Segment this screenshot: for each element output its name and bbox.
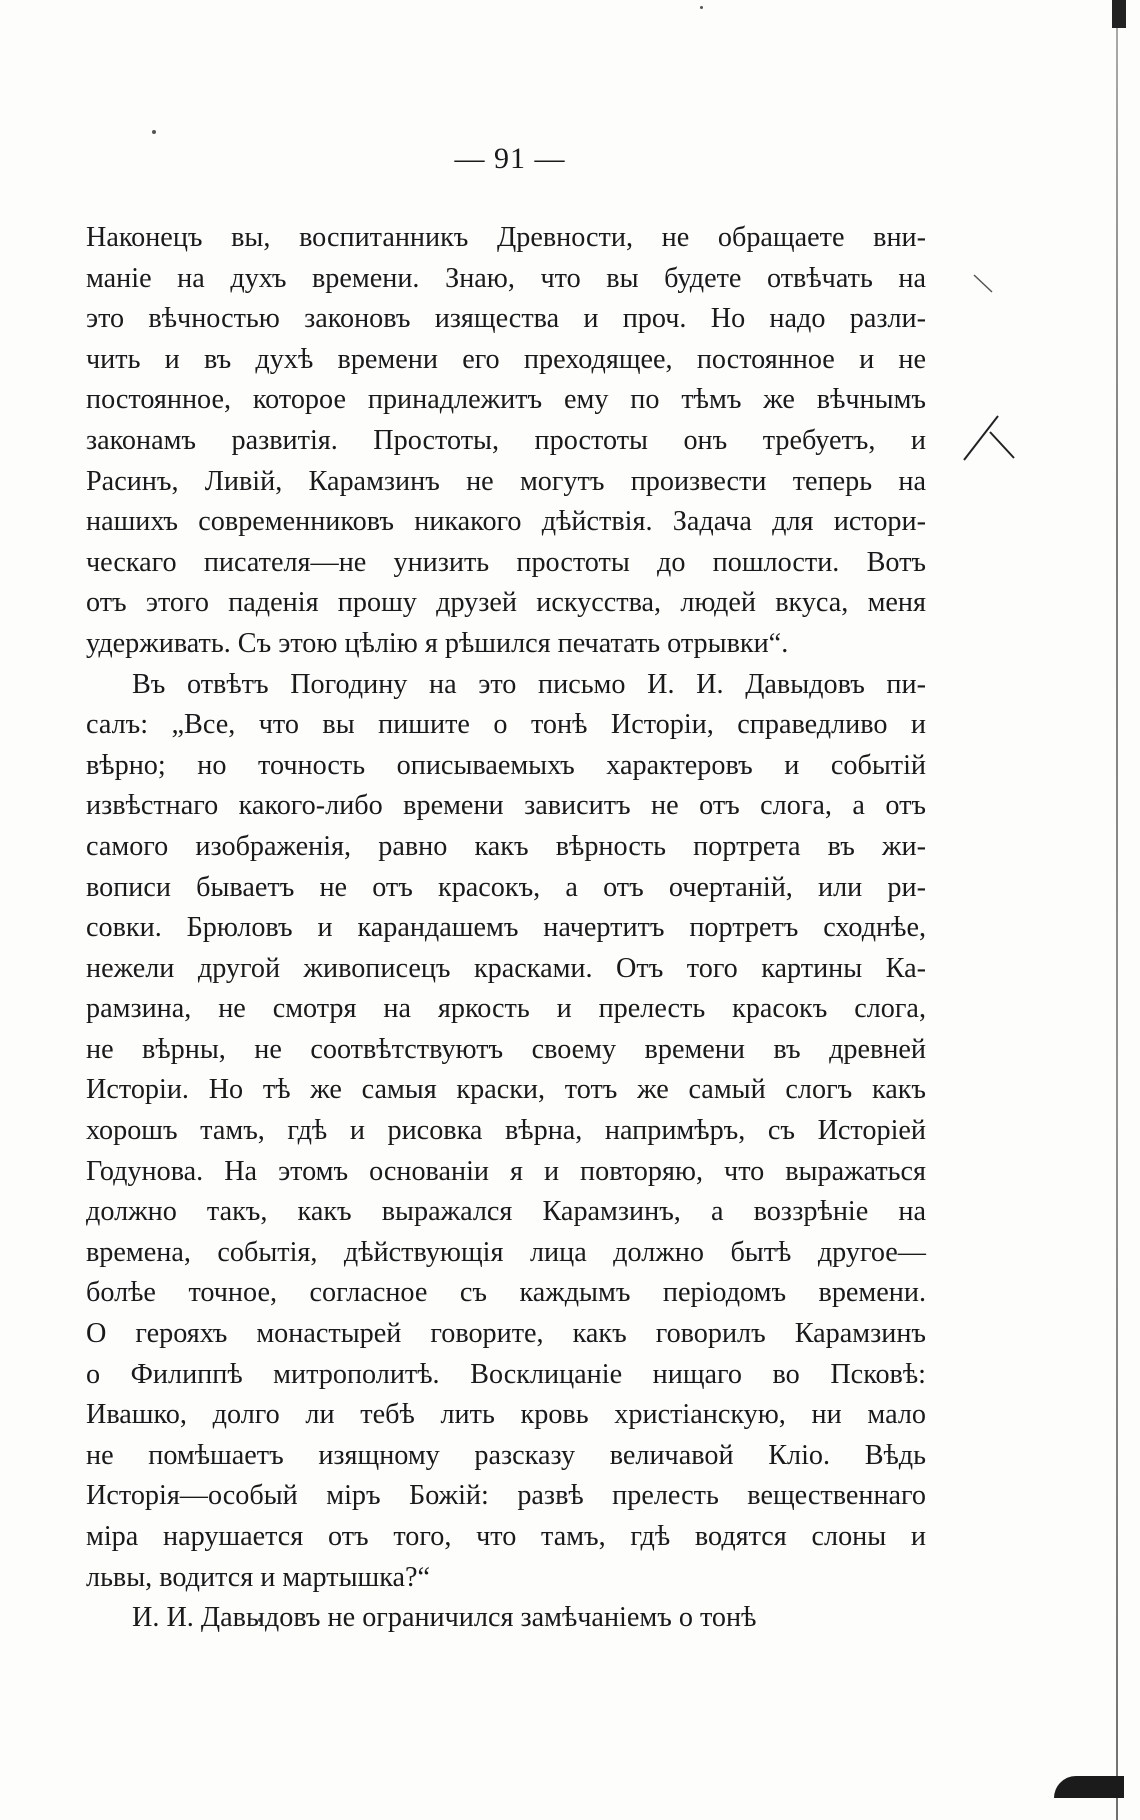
text-line: львы, водится и мартышка?“ (86, 1561, 431, 1593)
scan-speck (700, 6, 703, 9)
text-line: это вѣчностью законовъ изящества и проч. Но надо разли- (86, 303, 926, 335)
text-line: Въ отвѣтъ Погодину на это письмо И. И. Давыдовъ пи- (132, 668, 926, 700)
text-line: не помѣшаетъ изящному разсказу величавой Кліо. Вѣдь (86, 1439, 926, 1471)
text-line: извѣстнаго какого-либо времени зависитъ не отъ слога, а отъ (86, 790, 926, 822)
page-number: — 91 — (454, 142, 566, 175)
body-text (86, 218, 926, 1639)
pencil-tick-mark (972, 272, 996, 296)
text-line: Ивашко, долго ли тебѣ лить кровь христіанскую, ни мало (86, 1399, 926, 1431)
text-line: міра нарушается отъ того, что тамъ, гдѣ водятся слоны и (86, 1521, 926, 1552)
text-line: Исторія—особый міръ Божій: развѣ прелесть вещественнаго (86, 1480, 926, 1512)
text-line: маніе на духъ времени. Знаю, что вы будете отвѣчать на (86, 262, 926, 294)
text-line: нашихъ современниковъ никакого дѣйствія. Задача для истори- (86, 506, 926, 538)
scan-edge-mark-bottom (1054, 1776, 1124, 1798)
text-line: о Филиппѣ митрополитѣ. Восклицаніе нищаго во Псковѣ: (86, 1358, 926, 1390)
text-line: нежели другой живописецъ красками. Отъ того картины Ка- (86, 952, 926, 984)
text-line: вописи бываетъ не отъ красокъ, а отъ очертаній, или ри- (86, 871, 926, 903)
text-line: времена, событія, дѣйствующія лица должно бытѣ другое— (86, 1236, 926, 1268)
pencil-cross-mark (960, 410, 1016, 466)
text-line: Годунова. На этомъ основаніи я и повторяю, что выражаться (86, 1155, 926, 1187)
text-line: чить и въ духѣ времени его преходящее, постоянное и не (86, 343, 926, 375)
text-line: постоянное, которое принадлежитъ ему по тѣмъ же вѣчнымъ (86, 384, 926, 416)
scan-edge-line (1116, 0, 1118, 1820)
scan-edge-mark-top (1112, 0, 1126, 28)
text-line: О герояхъ монастырей говорите, какъ говорилъ Карамзинъ (86, 1318, 926, 1350)
text-line: не вѣрны, не соотвѣтствуютъ своему времени въ древней (86, 1033, 926, 1065)
text-line: Расинъ, Ливій, Карамзинъ не могутъ произвести теперь на (86, 465, 926, 497)
text-line: самого изображенія, равно какъ вѣрность портрета въ жи- (86, 830, 926, 862)
text-line: Исторіи. Но тѣ же самыя краски, тотъ же самый слогъ какъ (86, 1074, 926, 1106)
text-line: отъ этого паденія прошу друзей искусства, людей вкуса, меня (86, 587, 926, 619)
text-line: совки. Брюловъ и карандашемъ начертитъ портретъ сходнѣе, (86, 912, 926, 944)
text-line: законамъ развитія. Простоты, простоты онъ требуетъ, и (86, 424, 926, 456)
scan-speck (152, 130, 156, 134)
text-line: Наконецъ вы, воспитанникъ Древности, не обращаете вни- (86, 222, 926, 253)
text-line: хорошъ тамъ, гдѣ и рисовка вѣрна, напримѣръ, съ Исторіей (86, 1115, 926, 1147)
text-line: рамзина, не смотря на яркость и прелесть красокъ слога, (86, 993, 926, 1025)
text-line: вѣрно; но точность описываемыхъ характеровъ и событій (86, 749, 926, 781)
text-line: И. И. Давыдовъ не ограничился замѣчаніемъ о тонѣ (132, 1602, 757, 1634)
text-line: ческаго писателя—не унизить простоты до пошлости. Вотъ (86, 546, 926, 578)
text-line: удерживать. Съ этою цѣлію я рѣшился печатать отрывки“. (86, 627, 789, 659)
text-line: болѣе точное, согласное съ каждымъ періодомъ времени. (86, 1277, 926, 1309)
text-line: должно такъ, какъ выражался Карамзинъ, а воззрѣніе на (86, 1196, 926, 1228)
text-line: салъ: „Все, что вы пишите о тонѣ Исторіи, справедливо и (86, 709, 926, 741)
